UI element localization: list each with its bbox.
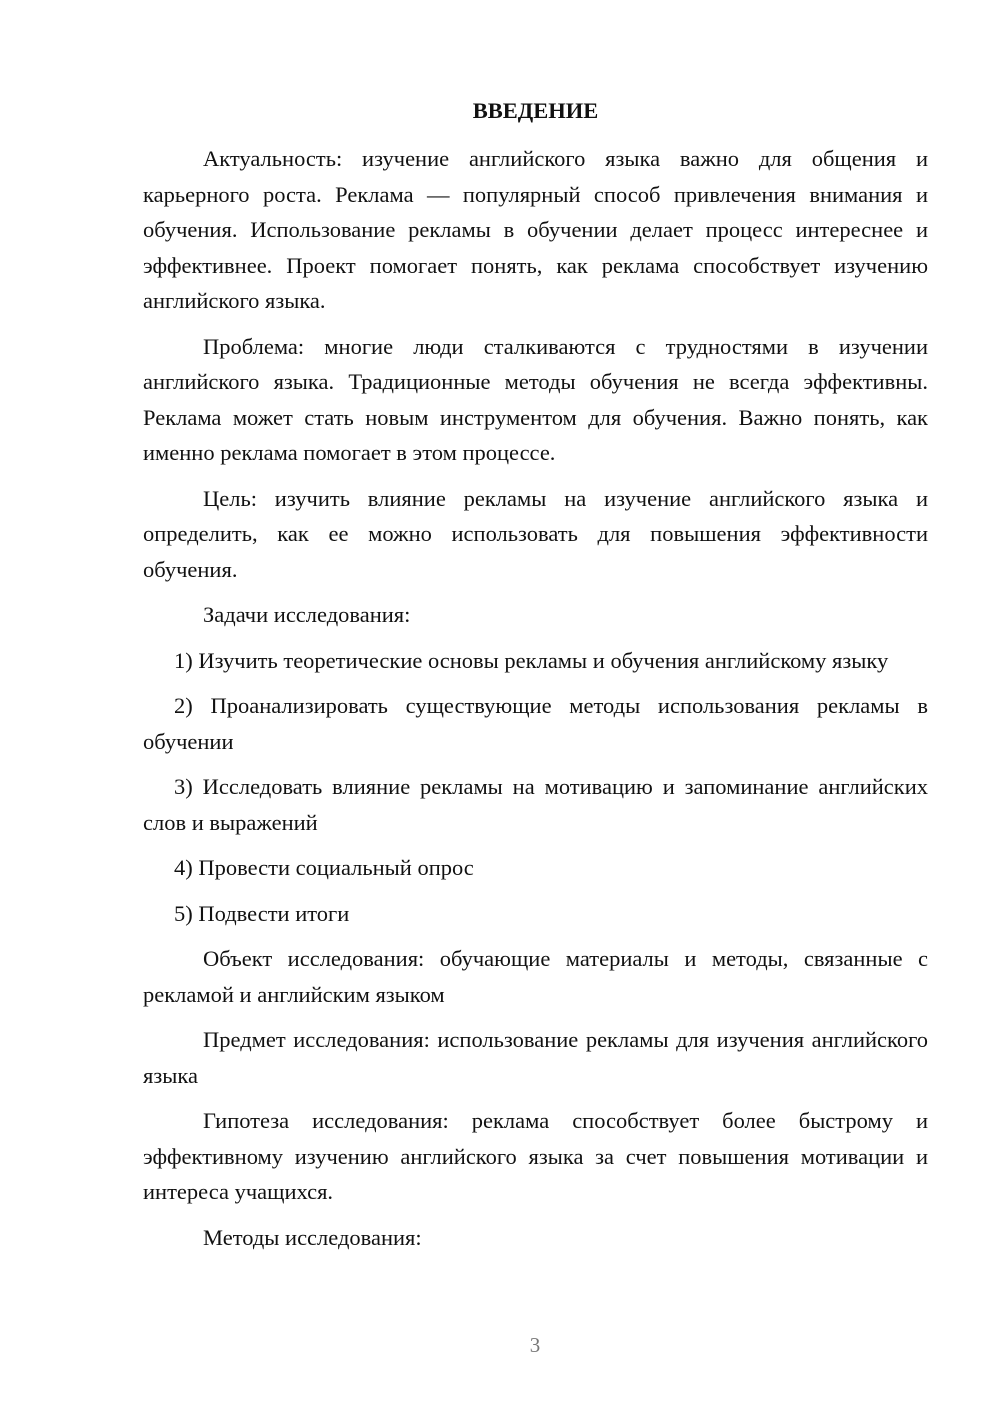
paragraph-methods-heading: Методы исследования: (203, 1224, 422, 1250)
task-item: 1) Изучить теоретические основы рекламы и обучения английскому языку (174, 647, 889, 673)
task-item: 2) Проанализировать существующие методы использования рекламы в обучении (143, 693, 928, 754)
paragraph-tasks-heading: Задачи исследования: (203, 602, 411, 627)
task-item: 4) Провести социальный опрос (174, 855, 474, 880)
page-title: ВВЕДЕНИЕ (472, 98, 599, 123)
task-item: 3) Исследовать влияние рекламы на мотивацию и запоминание английских слов и выражений (143, 774, 928, 835)
task-item: 5) Подвести итоги (174, 900, 350, 926)
paragraph-hypothesis: Гипотеза исследования: реклама способствует более быстрому и эффективному изучению английского языка за счет повышения мотивации и интереса учащихся. (143, 1108, 928, 1204)
document-page (143, 95, 928, 1255)
paragraph-relevance: Актуальность: изучение английского языка важно для общения и карьерного роста. Реклама — популярный способ привлечения внимания и обучения. Использование рекламы в обучении делает процесс интереснее и эффективнее. Проект помогает понять, как реклама способствует изучению английского языка. (143, 146, 928, 313)
paragraph-object: Объект исследования: обучающие материалы и методы, связанные с рекламой и английским языком (143, 946, 928, 1007)
page-number: 3 (529, 1333, 541, 1357)
paragraph-problem: Проблема: многие люди сталкиваются с трудностями в изучении английского языка. Традиционные методы обучения не всегда эффективны. Реклама может стать новым инструментом для обучения. Важно понять, как именно реклама помогает в этом процессе. (143, 333, 928, 465)
paragraph-goal: Цель: изучить влияние рекламы на изучение английского языка и определить, как ее можно использовать для повышения эффективности обучения. (143, 485, 928, 582)
paragraph-subject: Предмет исследования: использование рекламы для изучения английского языка (143, 1027, 928, 1088)
